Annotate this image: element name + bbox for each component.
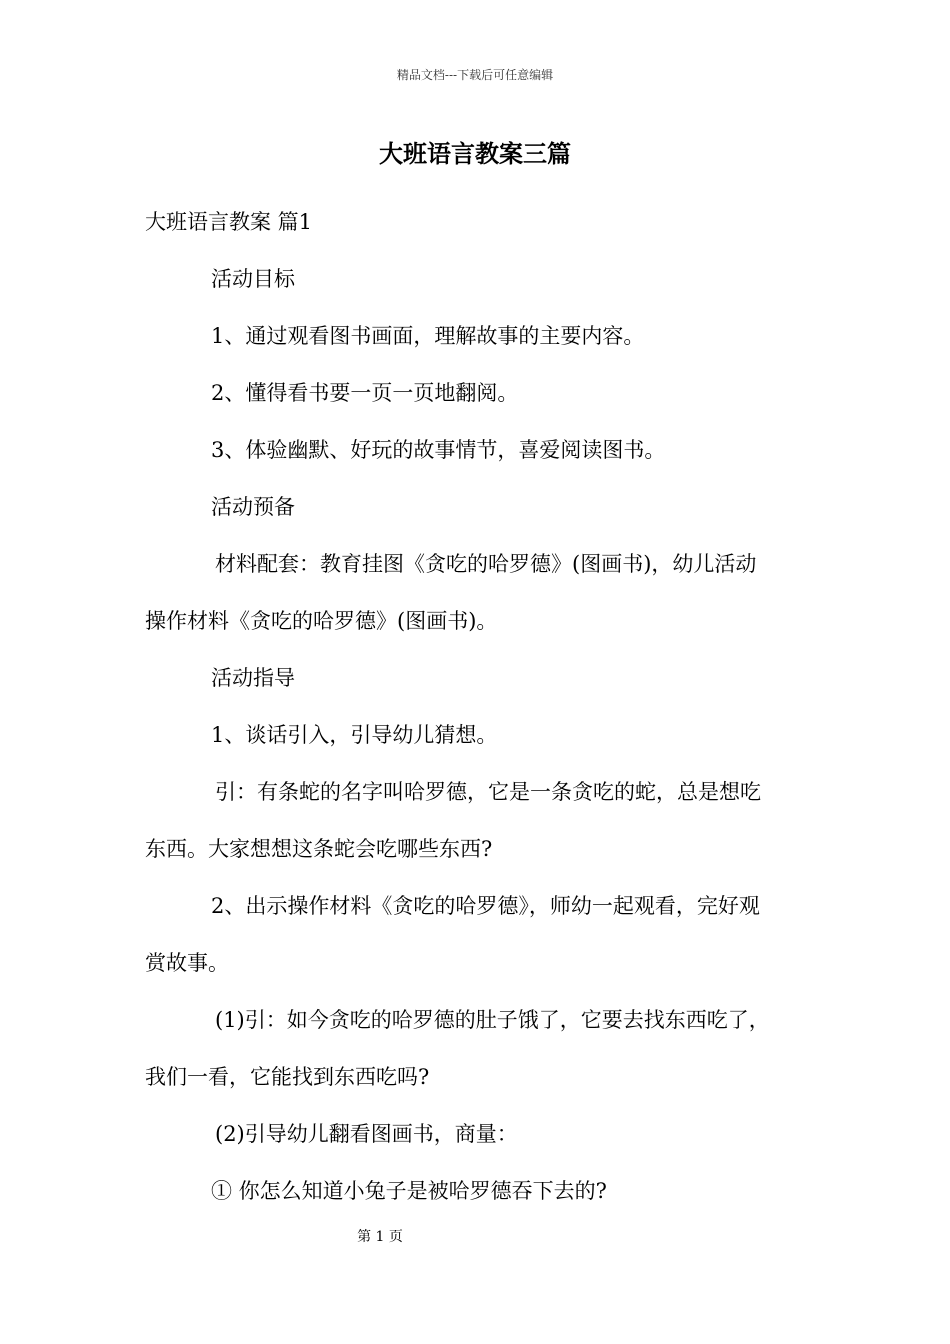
paragraph-line: 2、出示操作材料《贪吃的哈罗德》，师幼一起观看，完好观 xyxy=(211,894,760,918)
page-number: 第 1 页 xyxy=(357,1229,403,1245)
document-title: 大班语言教案三篇 xyxy=(379,139,571,168)
paragraph-line: 我们一看，它能找到东西吃吗? xyxy=(145,1065,430,1089)
paragraph-line: 材料配套：教育挂图《贪吃的哈罗德》(图画书)，幼儿活动 xyxy=(215,552,757,576)
paragraph-line: 1、通过观看图书画面，理解故事的主要内容。 xyxy=(211,324,645,348)
paragraph-line: 赏故事。 xyxy=(145,951,229,975)
paragraph-line: 引：有条蛇的名字叫哈罗德，它是一条贪吃的蛇，总是想吃 xyxy=(215,780,761,804)
paragraph-line: 东西。大家想想这条蛇会吃哪些东西? xyxy=(145,837,493,861)
section-heading: 大班语言教案 篇1 xyxy=(145,210,313,234)
paragraph-line: (2)引导幼儿翻看图画书，商量： xyxy=(215,1122,518,1146)
paragraph-line: ① 你怎么知道小兔子是被哈罗德吞下去的? xyxy=(211,1179,607,1203)
paragraph-line: 2、懂得看书要一页一页地翻阅。 xyxy=(211,381,519,405)
paragraph-line: (1)引：如今贪吃的哈罗德的肚子饿了，它要去找东西吃了， xyxy=(215,1008,770,1032)
paragraph-line: 活动目标 xyxy=(211,267,295,291)
paragraph-line: 3、体验幽默、好玩的故事情节，喜爱阅读图书。 xyxy=(211,438,666,462)
paragraph-line: 1、谈话引入，引导幼儿猜想。 xyxy=(211,723,498,747)
paragraph-line: 操作材料《贪吃的哈罗德》(图画书)。 xyxy=(145,609,498,633)
header-note: 精品文档---下载后可任意编辑 xyxy=(396,68,554,82)
paragraph-line: 活动预备 xyxy=(211,495,295,519)
paragraph-line: 活动指导 xyxy=(211,666,295,690)
